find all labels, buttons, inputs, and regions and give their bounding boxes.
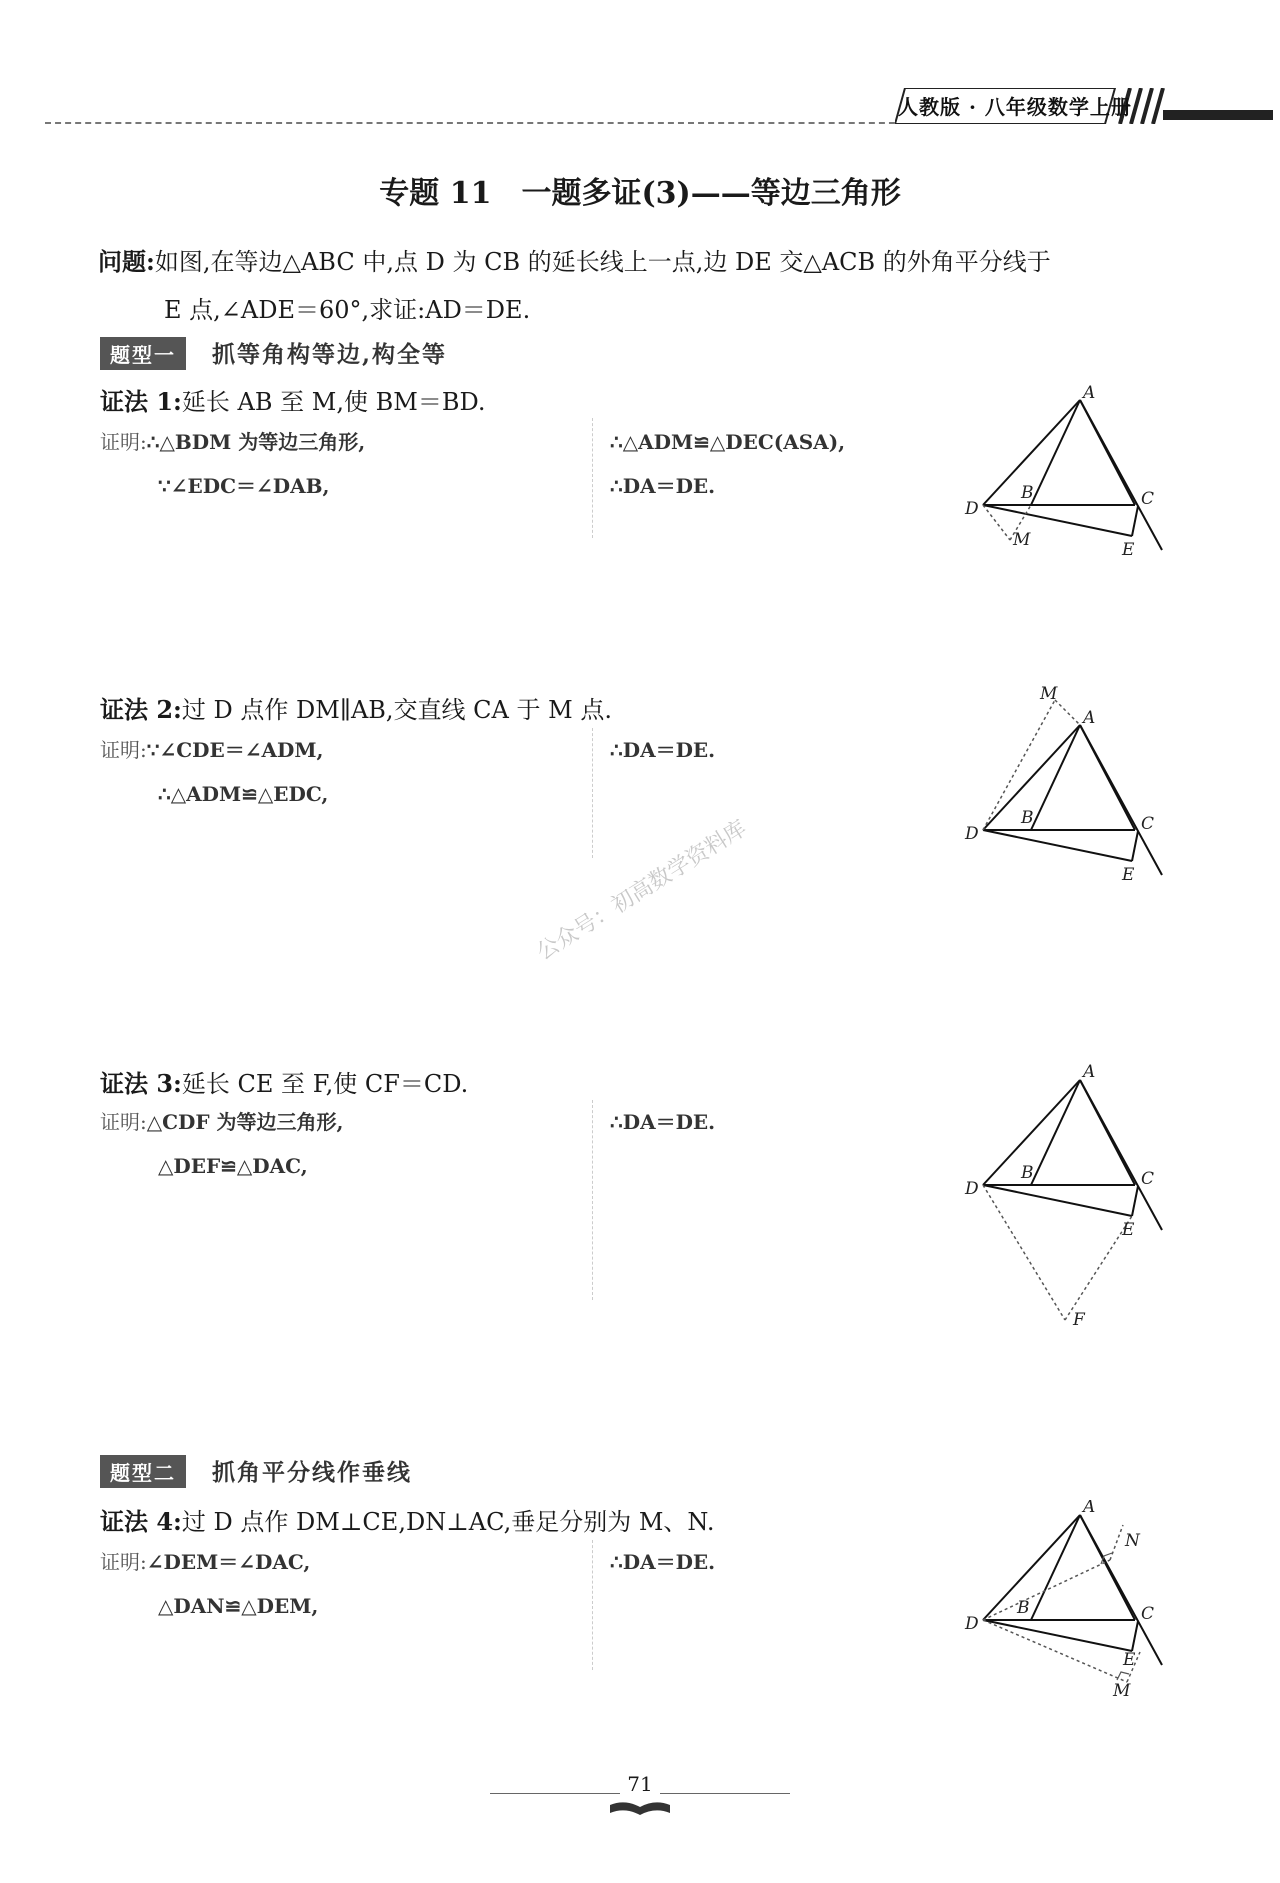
proof-label: 证明: [100, 1110, 147, 1134]
point-label-E: E [1122, 540, 1135, 560]
point-label-D: D [965, 1614, 979, 1634]
proof-line: ∠DEM＝∠DAC, [146, 1550, 311, 1574]
method-4-proof-left [100, 1540, 318, 1628]
problem-line-1: 如图,在等边△ABC 中,点 D 为 CB 的延长线上一点,边 DE 交△ACB 的外角平分线于 [154, 248, 1051, 276]
point-label-E: E [1122, 865, 1135, 885]
proof-line: △DAN≌△DEM, [158, 1594, 319, 1618]
point-label-N: N [1125, 1531, 1140, 1551]
point-label-B: B [1021, 1163, 1034, 1183]
method-3-proof-right [610, 1100, 715, 1144]
problem-label: 问题: [98, 247, 155, 276]
method-4-heading [100, 1502, 715, 1537]
proof-line: ∴DA＝DE. [610, 1110, 716, 1134]
proof-line: △CDF 为等边三角形, [146, 1110, 344, 1134]
point-label-M: M [1040, 685, 1058, 704]
proof-line: △DEF≌△DAC, [158, 1154, 308, 1178]
proof-line: ∴DA＝DE. [610, 1550, 716, 1574]
method-4-proof-right [610, 1540, 715, 1584]
method-1-text: 延长 AB 至 M,使 BM＝BD. [181, 388, 486, 416]
type1-heading [100, 336, 447, 370]
page-title: 专题 11 一题多证(3)——等边三角形 [379, 176, 901, 211]
proof-line: ∴△ADM≌△EDC, [158, 782, 329, 806]
point-label-A: A [1083, 708, 1096, 728]
method-1-proof-right [610, 420, 845, 508]
method-3-label: 证法 3: [100, 1069, 182, 1098]
column-divider [592, 728, 593, 858]
point-label-E: E [1123, 1650, 1136, 1670]
method-4-figure [955, 1500, 1180, 1710]
book-icon [605, 1797, 675, 1817]
column-divider [592, 418, 593, 538]
point-label-D: D [965, 499, 979, 519]
column-divider [592, 1100, 593, 1300]
type1-tag: 题型一 [100, 337, 186, 370]
column-divider [592, 1540, 593, 1670]
proof-line: ∴△BDM 为等边三角形, [146, 430, 366, 454]
method-1-label: 证法 1: [100, 387, 182, 416]
point-label-M: M [1113, 1681, 1131, 1701]
header-series-label: 人教版 · 八年级数学上册 [898, 95, 1132, 119]
watermark: 公众号：初高数学资料库 [532, 815, 752, 966]
point-label-B: B [1021, 808, 1034, 828]
point-label-D: D [965, 824, 979, 844]
method-1-figure [955, 380, 1180, 560]
type2-text: 抓角平分线作垂线 [212, 1459, 412, 1486]
header-dashed-rule [45, 122, 905, 124]
method-2-figure [955, 685, 1180, 885]
type2-tag: 题型二 [100, 1455, 186, 1488]
method-2-label: 证法 2: [100, 695, 182, 724]
method-2-heading [100, 690, 612, 725]
point-label-E: E [1122, 1220, 1135, 1240]
point-label-C: C [1141, 814, 1155, 834]
method-2-proof-left [100, 728, 328, 816]
proof-line: ∴DA＝DE. [610, 738, 716, 762]
method-1-proof-left [100, 420, 365, 508]
proof-label: 证明: [100, 1550, 147, 1574]
type2-heading [100, 1454, 412, 1488]
method-3-heading [100, 1064, 468, 1099]
page-number: 71 [627, 1772, 653, 1796]
method-1-heading [100, 382, 485, 417]
method-4-text: 过 D 点作 DM⊥CE,DN⊥AC,垂足分别为 M、N. [181, 1508, 715, 1536]
point-label-B: B [1017, 1598, 1030, 1618]
method-2-text: 过 D 点作 DM∥AB,交直线 CA 于 M 点. [181, 696, 612, 724]
point-label-C: C [1141, 1604, 1155, 1624]
point-label-C: C [1141, 489, 1155, 509]
point-label-B: B [1021, 483, 1034, 503]
proof-line: ∴DA＝DE. [610, 474, 716, 498]
method-4-label: 证法 4: [100, 1507, 182, 1536]
point-label-F: F [1073, 1310, 1085, 1330]
point-label-M: M [1013, 530, 1031, 550]
point-label-D: D [965, 1179, 979, 1199]
proof-label: 证明: [100, 430, 147, 454]
point-label-A: A [1083, 1062, 1096, 1082]
method-3-figure [955, 1055, 1180, 1340]
method-3-text: 延长 CE 至 F,使 CF＝CD. [181, 1070, 469, 1098]
point-label-C: C [1141, 1169, 1155, 1189]
problem-statement [98, 238, 1198, 334]
method-2-proof-right [610, 728, 715, 772]
method-3-proof-left [100, 1100, 344, 1188]
proof-line: ∵∠EDC＝∠DAB, [158, 474, 330, 498]
proof-line: ∵∠CDE＝∠ADM, [146, 738, 324, 762]
problem-line-2: E 点,∠ADE＝60°,求证:AD＝DE. [164, 296, 531, 324]
point-label-A: A [1083, 383, 1096, 403]
type1-text: 抓等角构等边,构全等 [212, 341, 448, 368]
point-label-A: A [1083, 1500, 1096, 1517]
proof-label: 证明: [100, 738, 147, 762]
proof-line: ∴△ADM≌△DEC(ASA), [610, 430, 846, 454]
